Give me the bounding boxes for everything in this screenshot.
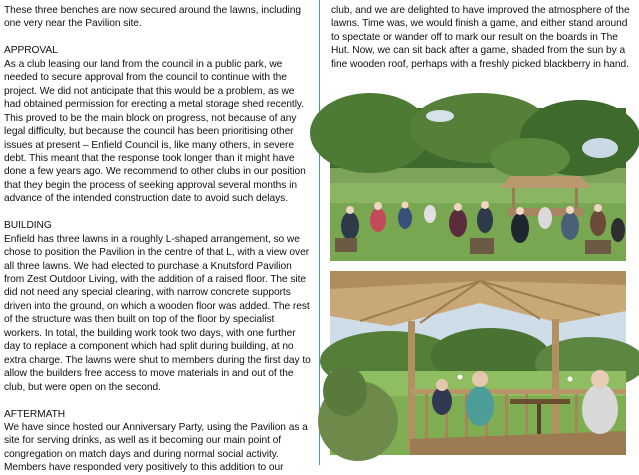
party-photo bbox=[330, 108, 626, 261]
pavilion-view-photo bbox=[330, 271, 626, 455]
intro-paragraph: These three benches are now secured around the lawns, including one very near the Pavilion site. bbox=[4, 5, 302, 30]
aftermath-paragraph: We have since hosted our Anniversary Party, using the Pavilion as a site for serving drinks, as well as it becoming our main point of congregation on match days and during normal social activity. Members have responded very positively to this addition to our bbox=[4, 422, 308, 474]
party-photo-image bbox=[330, 108, 626, 261]
left-column bbox=[4, 4, 312, 475]
continuation-paragraph: club, and we are delighted to have improved the atmosphere of the lawns. Time was, we would finish a game, and either stand around to spectate or wander off to mark our result on the boards in The Hut. Now, we can sit back after a game, shaded from the sun by a fine wooden roof, perhaps with a freshly picked blackberry in hand. bbox=[331, 5, 630, 70]
aftermath-heading: AFTERMATH bbox=[4, 408, 66, 420]
building-paragraph: Enfield has three lawns in a roughly L-shaped arrangement, so we chose to position the Pavilion in the centre of that L, with a view over all three lawns. We had elected to purchase a Knutsford Pavilion from Zest Outdoor Living, with the addition of a raised floor. The site did not need any special clearing, with narrow concrete supports driven into the ground, on which a wooden floor was added. The rest of the structure was then built on top of the floor by specialist workers. In total, the building work took two days, with one further day to replace a component which had split during building, at no extra charge. The lawns were shut to members during the first day to allow the builders free access to move materials in and out of the club, but were open on the second. bbox=[4, 233, 311, 393]
pavilion-view-photo-image bbox=[330, 271, 626, 455]
building-heading: BUILDING bbox=[4, 220, 52, 232]
approval-paragraph: As a club leasing our land from the council in a public park, we needed to secure approval from the council to continue with the project. We did not anticipate that this would be a problem, as we had obtained permission for erecting a metal storage shed recently. This proved to be the main block on progress, not because of any legal difficulty, but because the council has been prioritising other issues at present – Enfield Council is, like many others, in severe debt. This meant that the response took longer than it might have done a few years ago. We recommend to other clubs in our position that they begin the process of seeking approval several months in advance of the intended construction date to avoid such delays. bbox=[4, 58, 306, 205]
column-divider bbox=[319, 0, 320, 465]
approval-heading: APPROVAL bbox=[4, 45, 58, 57]
right-column bbox=[331, 4, 636, 71]
